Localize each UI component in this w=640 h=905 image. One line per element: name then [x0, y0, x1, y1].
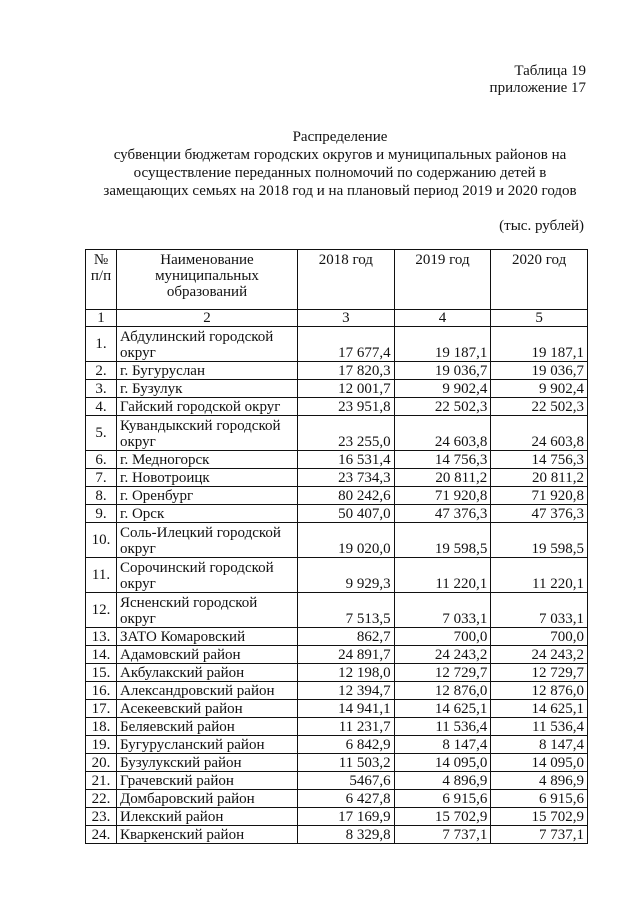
value-2020: 24 603,8	[491, 416, 588, 451]
row-name: Гайский городской округ	[117, 398, 298, 416]
value-2020: 8 147,4	[491, 736, 588, 754]
row-number: 24.	[86, 826, 117, 844]
value-2018: 7 513,5	[298, 593, 395, 628]
value-2020: 22 502,3	[491, 398, 588, 416]
row-number: 15.	[86, 664, 117, 682]
value-2019: 4 896,9	[394, 772, 491, 790]
value-2019: 700,0	[394, 628, 491, 646]
value-2020: 14 625,1	[491, 700, 588, 718]
row-number: 19.	[86, 736, 117, 754]
table-row	[86, 826, 588, 844]
value-2019: 12 729,7	[394, 664, 491, 682]
row-name: Беляевский район	[117, 718, 298, 736]
value-2019: 22 502,3	[394, 398, 491, 416]
table-body	[86, 327, 588, 844]
row-number: 17.	[86, 700, 117, 718]
value-2018: 9 929,3	[298, 558, 395, 593]
value-2019: 19 187,1	[394, 327, 491, 362]
appendix-label: приложение 17	[489, 80, 586, 96]
value-2020: 19 187,1	[491, 327, 588, 362]
table-row	[86, 487, 588, 505]
row-name: Бузулукский район	[117, 754, 298, 772]
table-row	[86, 700, 588, 718]
row-number: 12.	[86, 593, 117, 628]
value-2018: 5467,6	[298, 772, 395, 790]
row-name: Грачевский район	[117, 772, 298, 790]
row-name: Ясненский городской округ	[117, 593, 298, 628]
value-2020: 11 220,1	[491, 558, 588, 593]
value-2020: 7 737,1	[491, 826, 588, 844]
value-2018: 6 427,8	[298, 790, 395, 808]
table-row	[86, 398, 588, 416]
value-2018: 11 231,7	[298, 718, 395, 736]
value-2019: 12 876,0	[394, 682, 491, 700]
value-2020: 47 376,3	[491, 505, 588, 523]
value-2019: 14 625,1	[394, 700, 491, 718]
value-2020: 12 729,7	[491, 664, 588, 682]
title-line-3: осуществление переданных полномочий по содержанию детей в	[133, 165, 547, 181]
value-2019: 7 737,1	[394, 826, 491, 844]
value-2019: 14 095,0	[394, 754, 491, 772]
row-name: г. Бугуруслан	[117, 362, 298, 380]
table-row	[86, 380, 588, 398]
row-number: 5.	[86, 416, 117, 451]
row-number: 18.	[86, 718, 117, 736]
col-number-4: 4	[394, 310, 491, 327]
row-number: 14.	[86, 646, 117, 664]
value-2019: 24 243,2	[394, 646, 491, 664]
value-2018: 12 001,7	[298, 380, 395, 398]
col-header-2019: 2019 год	[394, 250, 491, 310]
table-row	[86, 558, 588, 593]
value-2019: 14 756,3	[394, 451, 491, 469]
table-row	[86, 451, 588, 469]
value-2020: 9 902,4	[491, 380, 588, 398]
col-header-2018: 2018 год	[298, 250, 395, 310]
col-header-number: № п/п	[86, 250, 117, 310]
value-2020: 14 756,3	[491, 451, 588, 469]
value-2018: 19 020,0	[298, 523, 395, 558]
row-number: 10.	[86, 523, 117, 558]
row-name: г. Оренбург	[117, 487, 298, 505]
title-line-1: Распределение	[292, 129, 388, 145]
value-2020: 20 811,2	[491, 469, 588, 487]
table-row	[86, 469, 588, 487]
value-2020: 71 920,8	[491, 487, 588, 505]
value-2018: 23 734,3	[298, 469, 395, 487]
row-number: 20.	[86, 754, 117, 772]
value-2019: 19 036,7	[394, 362, 491, 380]
value-2019: 7 033,1	[394, 593, 491, 628]
row-number: 21.	[86, 772, 117, 790]
value-2019: 11 220,1	[394, 558, 491, 593]
row-name: Адамовский район	[117, 646, 298, 664]
allocation-table	[85, 249, 588, 844]
table-row	[86, 682, 588, 700]
row-name: г. Медногорск	[117, 451, 298, 469]
row-name: Бугурусланский район	[117, 736, 298, 754]
value-2018: 50 407,0	[298, 505, 395, 523]
value-2018: 6 842,9	[298, 736, 395, 754]
value-2020: 11 536,4	[491, 718, 588, 736]
value-2018: 8 329,8	[298, 826, 395, 844]
table-row	[86, 736, 588, 754]
value-2020: 15 702,9	[491, 808, 588, 826]
row-name: Кувандыкский городской округ	[117, 416, 298, 451]
table-row	[86, 718, 588, 736]
value-2018: 14 941,1	[298, 700, 395, 718]
value-2019: 20 811,2	[394, 469, 491, 487]
table-row	[86, 416, 588, 451]
value-2020: 19 598,5	[491, 523, 588, 558]
table-number: Таблица 19	[514, 63, 586, 79]
table-row	[86, 593, 588, 628]
units-label: (тыс. рублей)	[499, 218, 584, 234]
value-2019: 47 376,3	[394, 505, 491, 523]
row-name: ЗАТО Комаровский	[117, 628, 298, 646]
table-row	[86, 664, 588, 682]
value-2018: 12 394,7	[298, 682, 395, 700]
value-2019: 11 536,4	[394, 718, 491, 736]
value-2020: 6 915,6	[491, 790, 588, 808]
value-2018: 17 820,3	[298, 362, 395, 380]
value-2018: 80 242,6	[298, 487, 395, 505]
value-2018: 862,7	[298, 628, 395, 646]
value-2018: 23 951,8	[298, 398, 395, 416]
row-name: Абдулинский городской округ	[117, 327, 298, 362]
row-number: 16.	[86, 682, 117, 700]
table-row	[86, 362, 588, 380]
row-name: Кваркенский район	[117, 826, 298, 844]
value-2018: 17 677,4	[298, 327, 395, 362]
row-name: Домбаровский район	[117, 790, 298, 808]
row-name: г. Новотроицк	[117, 469, 298, 487]
col-number-1: 1	[86, 310, 117, 327]
row-number: 22.	[86, 790, 117, 808]
table-header-row	[86, 250, 588, 310]
row-number: 4.	[86, 398, 117, 416]
row-name: г. Орск	[117, 505, 298, 523]
col-number-2: 2	[117, 310, 298, 327]
title-line-4: замещающих семьях на 2018 год и на плановый период 2019 и 2020 годов	[103, 183, 577, 199]
value-2019: 9 902,4	[394, 380, 491, 398]
table-row	[86, 808, 588, 826]
table-row	[86, 790, 588, 808]
value-2020: 12 876,0	[491, 682, 588, 700]
value-2020: 700,0	[491, 628, 588, 646]
value-2019: 71 920,8	[394, 487, 491, 505]
row-name: Соль-Илецкий городской округ	[117, 523, 298, 558]
value-2019: 8 147,4	[394, 736, 491, 754]
value-2018: 11 503,2	[298, 754, 395, 772]
row-number: 9.	[86, 505, 117, 523]
row-number: 1.	[86, 327, 117, 362]
row-name: Александровский район	[117, 682, 298, 700]
row-number: 6.	[86, 451, 117, 469]
col-header-name: Наименование муниципальных образований	[117, 250, 298, 310]
value-2020: 14 095,0	[491, 754, 588, 772]
title-line-2: субвенции бюджетам городских округов и муниципальных районов на	[113, 147, 567, 163]
table-row	[86, 628, 588, 646]
row-name: Асекеевский район	[117, 700, 298, 718]
value-2019: 6 915,6	[394, 790, 491, 808]
row-number: 8.	[86, 487, 117, 505]
table-row	[86, 327, 588, 362]
value-2019: 15 702,9	[394, 808, 491, 826]
row-number: 7.	[86, 469, 117, 487]
row-number: 2.	[86, 362, 117, 380]
value-2018: 17 169,9	[298, 808, 395, 826]
value-2018: 23 255,0	[298, 416, 395, 451]
value-2020: 7 033,1	[491, 593, 588, 628]
table-row	[86, 772, 588, 790]
value-2018: 16 531,4	[298, 451, 395, 469]
column-number-row	[86, 310, 588, 327]
col-header-2020: 2020 год	[491, 250, 588, 310]
col-number-3: 3	[298, 310, 395, 327]
row-name: Акбулакский район	[117, 664, 298, 682]
table-row	[86, 505, 588, 523]
value-2019: 24 603,8	[394, 416, 491, 451]
row-name: Илекский район	[117, 808, 298, 826]
value-2018: 24 891,7	[298, 646, 395, 664]
value-2018: 12 198,0	[298, 664, 395, 682]
value-2020: 19 036,7	[491, 362, 588, 380]
table-row	[86, 523, 588, 558]
row-number: 11.	[86, 558, 117, 593]
row-name: г. Бузулук	[117, 380, 298, 398]
table-row	[86, 754, 588, 772]
value-2020: 4 896,9	[491, 772, 588, 790]
row-number: 13.	[86, 628, 117, 646]
row-name: Сорочинский городской округ	[117, 558, 298, 593]
row-number: 3.	[86, 380, 117, 398]
value-2020: 24 243,2	[491, 646, 588, 664]
table-row	[86, 646, 588, 664]
col-number-5: 5	[491, 310, 588, 327]
row-number: 23.	[86, 808, 117, 826]
value-2019: 19 598,5	[394, 523, 491, 558]
